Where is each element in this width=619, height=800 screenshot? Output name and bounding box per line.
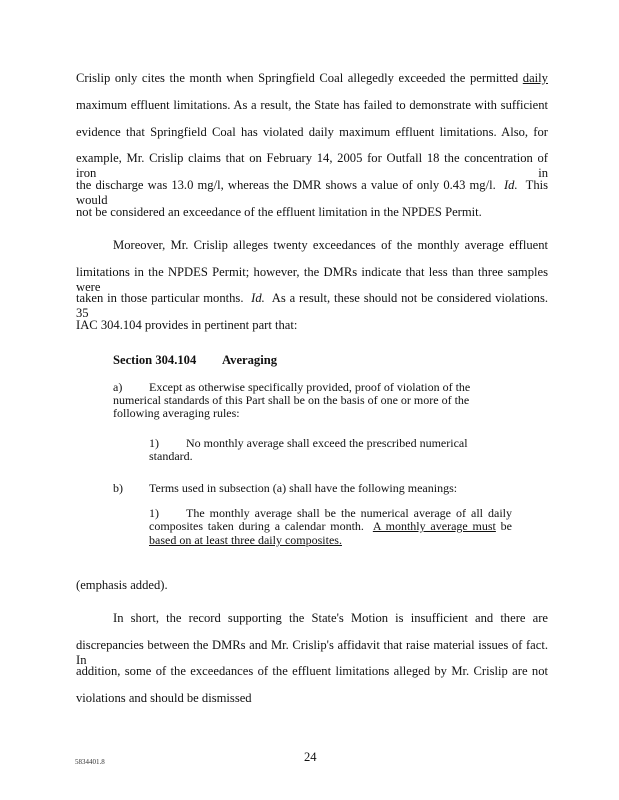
text: the discharge was 13.0 mg/l, whereas the DMR shows a value of only 0.43 mg/l. — [76, 178, 496, 192]
text-line: maximum effluent limitations. As a result, the State has failed to demonstrate with sufficient — [76, 98, 548, 112]
text-line: The monthly average shall be the numerical average of all daily — [186, 506, 512, 520]
text-line: not be considered an exceedance of the effluent limitation in the NPDES Permit. — [76, 205, 482, 219]
text-line: standard. — [149, 449, 193, 463]
text-line: limitations in the NPDES Permit; however, the DMRs indicate that less than three samples were — [76, 265, 548, 294]
text-line: Moreover, Mr. Crislip alleges twenty exceedances of the monthly average effluent — [113, 238, 548, 252]
text: composites taken during a calendar month. — [149, 519, 364, 533]
text-line: IAC 304.104 provides in pertinent part that: — [76, 318, 298, 332]
text: taken in those particular months. — [76, 291, 244, 305]
underlined-text: daily — [522, 71, 548, 85]
text-line: numerical standards of this Part shall be on the basis of one or more of the — [113, 393, 470, 407]
text-line — [76, 71, 548, 86]
page-number: 24 — [304, 750, 317, 764]
text-line: violations and should be dismissed — [76, 691, 252, 705]
underlined-text: based on at least three daily composites. — [149, 533, 342, 547]
citation: Id. — [251, 291, 265, 305]
text-line: addition, some of the exceedances of the effluent limitations alleged by Mr. Crislip are not — [76, 664, 548, 678]
list-label: 1) — [149, 436, 159, 450]
text-line: discrepancies between the DMRs and Mr. Crislip's affidavit that raise material issues of fact. In — [76, 638, 548, 667]
text-line: example, Mr. Crislip claims that on February 14, 2005 for Outfall 18 the concentration of iron in — [76, 151, 548, 180]
citation: Id. — [503, 178, 518, 192]
list-label: 1) — [149, 506, 159, 520]
text: As a result, these should not be considered violations. 35 — [76, 291, 548, 320]
text-line: No monthly average shall exceed the prescribed numerical — [186, 436, 468, 450]
section-title: Averaging — [222, 353, 278, 367]
text: be — [500, 519, 512, 533]
text-line: following averaging rules: — [113, 406, 240, 420]
text-line — [76, 291, 548, 320]
document-id: 5834401.8 — [75, 758, 105, 766]
underlined-text: A monthly average must — [372, 519, 496, 533]
text: This would — [76, 178, 549, 207]
text-line — [76, 178, 549, 207]
list-label: b) — [113, 481, 123, 495]
list-label: a) — [113, 380, 123, 394]
emphasis-note: (emphasis added). — [76, 578, 168, 592]
text-line: Except as otherwise specifically provided, proof of violation of the — [149, 380, 471, 394]
text-line — [149, 519, 512, 534]
text-line: In short, the record supporting the State's Motion is insufficient and there are — [113, 611, 548, 625]
section-number: Section 304.104 — [113, 353, 197, 367]
text: Crislip only cites the month when Springfield Coal allegedly exceeded the permitted — [76, 71, 519, 85]
text-line: evidence that Springfield Coal has violated daily maximum effluent limitations. Also, for — [76, 125, 548, 139]
text-line: Terms used in subsection (a) shall have the following meanings: — [149, 481, 458, 495]
